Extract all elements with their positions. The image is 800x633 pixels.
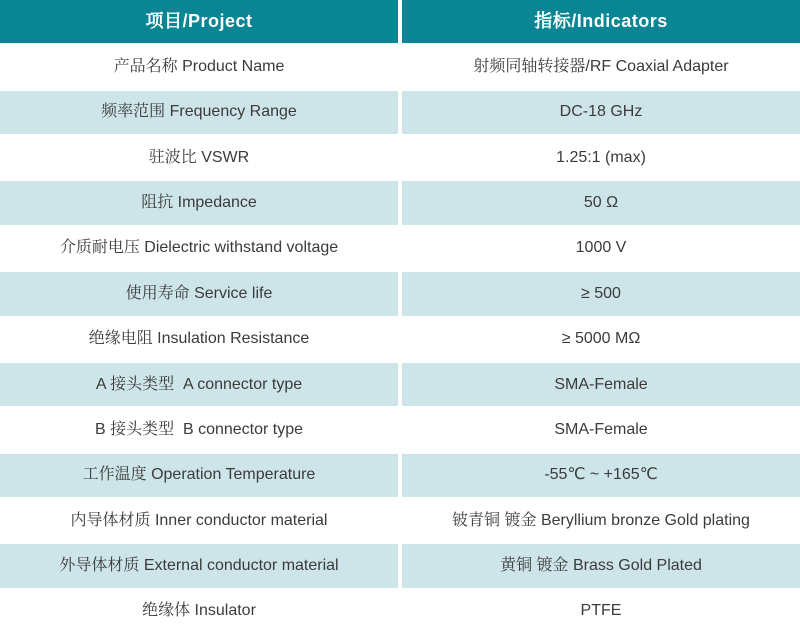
project-cell: A 接头类型 A connector type [0,363,398,406]
column-header-indicators: 指标/Indicators [402,0,800,43]
project-cell: 绝缘电阻 Insulation Resistance [0,318,398,361]
project-cell: 工作温度 Operation Temperature [0,454,398,497]
column-header-project: 项目/Project [0,0,398,43]
indicator-cell: ≥ 500 [402,272,800,315]
indicator-cell: SMA-Female [402,408,800,451]
indicator-cell: -55℃ ~ +165℃ [402,454,800,497]
project-cell: 阻抗 Impedance [0,181,398,224]
indicator-cell: SMA-Female [402,363,800,406]
indicator-cell: PTFE [402,590,800,633]
project-cell: 介质耐电压 Dielectric withstand voltage [0,227,398,270]
indicator-cell: 黄铜 镀金 Brass Gold Plated [402,544,800,587]
indicator-cell: 铍青铜 镀金 Beryllium bronze Gold plating [402,499,800,542]
project-cell: 频率范围 Frequency Range [0,91,398,134]
indicator-cell: ≥ 5000 MΩ [402,318,800,361]
project-cell: B 接头类型 B connector type [0,408,398,451]
indicator-cell: 1.25:1 (max) [402,136,800,179]
indicator-cell: DC-18 GHz [402,91,800,134]
project-cell: 绝缘体 Insulator [0,590,398,633]
project-cell: 内导体材质 Inner conductor material [0,499,398,542]
indicator-cell: 射频同轴转接器/RF Coaxial Adapter [402,45,800,88]
project-cell: 产品名称 Product Name [0,45,398,88]
project-cell: 驻波比 VSWR [0,136,398,179]
project-cell: 使用寿命 Service life [0,272,398,315]
indicator-cell: 1000 V [402,227,800,270]
project-cell: 外导体材质 External conductor material [0,544,398,587]
indicator-cell: 50 Ω [402,181,800,224]
